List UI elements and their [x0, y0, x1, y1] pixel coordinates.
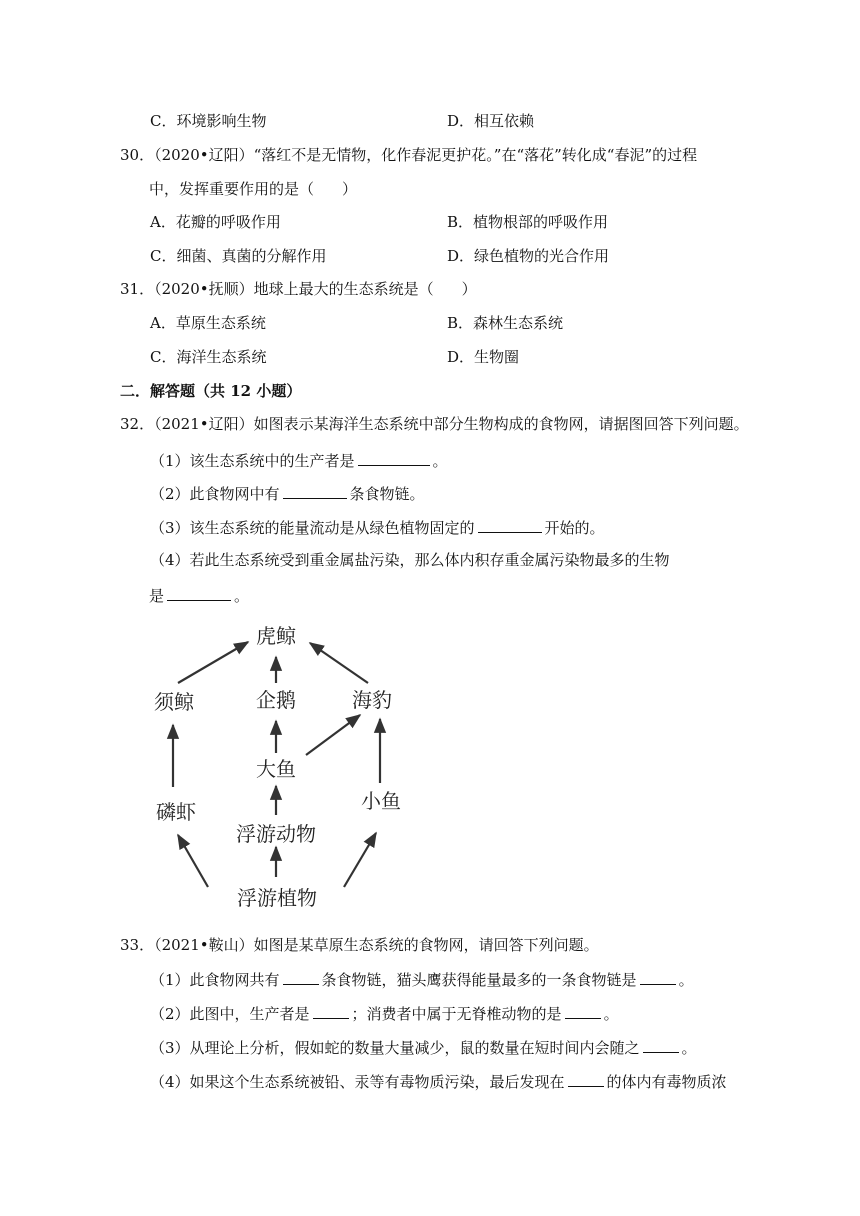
q31-paren-close: ）	[461, 280, 477, 298]
q31-option-a: A．草原生态系统	[150, 314, 266, 332]
q33-sub1-text: （1）此食物网共有	[150, 971, 280, 989]
node-big-fish: 大鱼	[256, 757, 296, 781]
answer-blank[interactable]	[283, 482, 347, 499]
q30-option-b: B．植物根部的呼吸作用	[447, 213, 609, 231]
q30-stem-text: 中，发挥重要作用的是（	[149, 180, 315, 198]
q33-sub4	[150, 1070, 727, 1092]
node-baleen-whale: 须鲸	[154, 690, 194, 714]
q31-option-c: C．海洋生态系统	[150, 348, 267, 366]
q33-sub3	[150, 1036, 697, 1058]
q30-option-d: D．绿色植物的光合作用	[447, 247, 610, 265]
answer-blank[interactable]	[313, 1002, 349, 1019]
q33-sub2-text: （2）此图中，生产者是	[150, 1005, 310, 1023]
node-small-fish: 小鱼	[361, 789, 401, 813]
answer-blank[interactable]	[568, 1070, 604, 1087]
q31-stem	[120, 279, 477, 299]
q30-stem-line2	[149, 179, 357, 199]
arrow-baleen-to-killer	[178, 642, 248, 683]
q33-sub3-text: （3）从理论上分析，假如蛇的数量大量减少，鼠的数量在短时间内会随之	[150, 1039, 640, 1057]
arrow-phyto-to-krill	[178, 835, 208, 887]
section-heading: 二．解答题（共 12 小题）	[120, 382, 302, 400]
q32-sub2-text: （2）此食物网中有	[150, 485, 280, 503]
answer-blank[interactable]	[643, 1036, 679, 1053]
q32-sub4: （4）若此生态系统受到重金属盐污染，那么体内积存重金属污染物最多的生物	[150, 551, 670, 569]
q31-option-b: B．森林生态系统	[447, 314, 564, 332]
node-zooplankton: 浮游动物	[236, 822, 316, 846]
node-phytoplankton: 浮游植物	[237, 886, 317, 910]
q32-sub1	[150, 449, 448, 471]
q30-paren-close: ）	[342, 180, 358, 198]
q32-sub3	[150, 516, 605, 538]
q30-stem-line1: 30．（2020•辽阳）“落红不是无情物，化作春泥更护花。”在“落花”转化成“春泥”的过程	[120, 146, 698, 164]
q33-sub1	[150, 968, 694, 990]
q33-sub2-mid: ；消费者中属于无脊椎动物的是	[351, 1005, 562, 1023]
q33-sub1-end: 。	[678, 971, 694, 989]
q32-sub4-end: 。	[234, 587, 250, 605]
q33-sub1-mid: 条食物链，猫头鹰获得能量最多的一条食物链是	[321, 971, 637, 989]
q32-sub3-end: 开始的。	[544, 519, 605, 537]
q33-sub2	[150, 1002, 619, 1024]
q33-stem: 33．（2021•鞍山）如图是某草原生态系统的食物网，请回答下列问题。	[120, 936, 599, 954]
q31-option-d: D．生物圈	[447, 348, 520, 366]
q32-sub1-end: 。	[432, 452, 448, 470]
q29-option-c: C．环境影响生物	[150, 112, 267, 130]
q30-option-a: A．花瓣的呼吸作用	[150, 213, 281, 231]
q32-sub4-cont	[149, 584, 249, 606]
q33-sub4-text: （4）如果这个生态系统被铅、汞等有毒物质污染，最后发现在	[150, 1073, 565, 1091]
q33-sub3-end: 。	[681, 1039, 697, 1057]
q29-option-d: D．相互依赖	[447, 112, 535, 130]
node-killer-whale: 虎鲸	[256, 624, 296, 648]
answer-blank[interactable]	[283, 968, 319, 985]
node-seal: 海豹	[352, 688, 392, 712]
food-web-diagram	[140, 615, 420, 915]
answer-blank[interactable]	[565, 1002, 601, 1019]
node-penguin: 企鹅	[256, 688, 296, 712]
q32-sub3-text: （3）该生态系统的能量流动是从绿色植物固定的	[150, 519, 475, 537]
q30-option-c: C．细菌、真菌的分解作用	[150, 247, 327, 265]
arrow-seal-to-killer	[310, 643, 368, 683]
arrow-bigfish-to-seal	[306, 715, 360, 755]
q31-stem-text: 31．（2020•抚顺）地球上最大的生态系统是（	[120, 280, 434, 298]
answer-blank[interactable]	[167, 584, 231, 601]
q33-sub2-end: 。	[603, 1005, 619, 1023]
q33-sub4-end: 的体内有毒物质浓	[606, 1073, 727, 1091]
q32-sub1-text: （1）该生态系统中的生产者是	[150, 452, 355, 470]
node-krill: 磷虾	[156, 800, 196, 824]
answer-blank[interactable]	[358, 449, 430, 466]
answer-blank[interactable]	[478, 516, 542, 533]
q32-sub2-end: 条食物链。	[349, 485, 425, 503]
answer-blank[interactable]	[640, 968, 676, 985]
q32-stem: 32．（2021•辽阳）如图表示某海洋生态系统中部分生物构成的食物网，请据图回答下列问题。	[120, 415, 749, 433]
arrow-phyto-to-smallfish	[344, 833, 376, 887]
q32-sub2	[150, 482, 425, 504]
q32-sub4-cont-text: 是	[149, 587, 165, 605]
